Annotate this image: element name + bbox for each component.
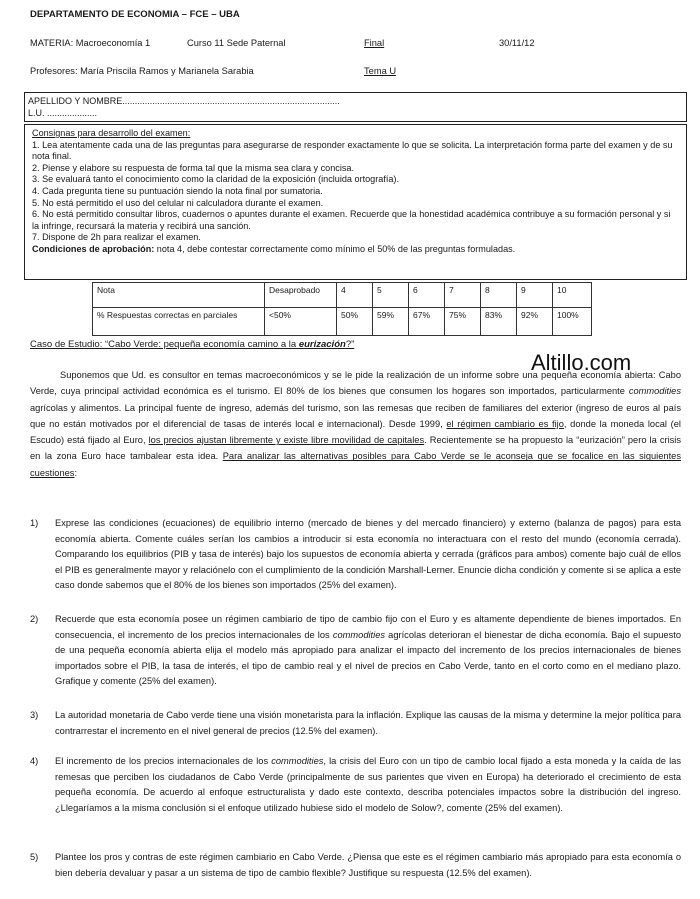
student-info-box [24,92,687,122]
question-3 [30,708,681,739]
intro-text: . Recientemente se ha propuesto la “eurización” pero la crisis en la zona Euro hace tambalear esta idea. [30,435,681,462]
department-heading: DEPARTAMENTO DE ECONOMIA – FCE – UBA [30,9,240,20]
case-intro-paragraph [30,367,681,481]
exam-type-label: Final [364,38,385,48]
table-cell: 7 [445,283,481,308]
intro-text: Para analizar las alternativas posibles para Cabo Verde se le aconseja que se focalice en las siguientes cuestiones [30,451,681,478]
instruction-item: 6. No está permitido consultar libros, cuadernos o apuntes durante el examen. Recuerde que la honestidad académica contribuye a su formación personal y si la infringe, recursará la materia y recibirá una sanción. [32,209,671,231]
approval-text: nota 4, debe contestar correctamente como mínimo el 50% de las preguntas formuladas. [154,243,516,254]
intro-text: Suponemos que Ud. es consultor en temas macroeconómicos y se le pide la realización de un informe sobre una pequeña economía abierta: Cabo Verde, cuya principal actividad económica es el turismo. El 80% de los bienes que consumen los hogares son importados, particularmente [30,370,681,397]
table-cell: 100% [553,308,592,336]
instruction-item: 4. Cada pregunta tiene su puntuación siendo la nota final por sumatoria. [32,185,323,196]
grades-table [92,282,592,336]
case-title-suffix: ?” [345,339,355,350]
approval-label: Condiciones de aprobación: [32,243,155,254]
table-cell: 59% [373,308,409,336]
case-title-italic: eurización [298,339,346,350]
materia-label: MATERIA: Macroeconomía 1 [30,38,151,48]
watermark-logo: Altillo.com [531,350,632,375]
instructions-box [24,124,687,280]
instruction-item: 7. Dispone de 2h para realizar el examen. [32,232,201,243]
instruction-item: 2. Piense y elabore su respuesta de forma tal que la misma sea clara y concisa. [32,162,354,173]
question-text: Exprese las condiciones (ecuaciones) de equilibrio interno (mercado de bienes y del mercado financiero) y externo (balanza de pagos) para esta economía abierta. Comente cuáles serían los cambios a introducir si esta economía no interactuara con el resto del mundo (economía cerrada). Comparando los equilibrios (PIB y tasa de interés) bajo los supuestos de economía abierta y cerrada (gráficos para ambos) comente bajo cuál de ellos el PIB es generalmente mayor y relaciónelo con el cumplimiento de la condición Marshall-Lerner. Enuncie dicha condición y comente si se aplica a este caso donde sabemos que el 80% de los bienes son importados (25% del examen). [55,518,681,591]
question-1 [30,516,681,594]
table-cell: <50% [265,308,337,336]
question-4 [30,754,681,816]
table-cell: 8 [481,283,517,308]
table-cell: 92% [517,308,553,336]
table-cell: 10 [553,283,592,308]
question-text-part: El incremento de los precios internacionales de los [55,756,272,766]
question-text-part: Recuerde que esta economía posee un régimen cambiario de tipo de cambio fijo con el Euro y es altamente dependiente de bienes importados. En consecuencia, el incremento de los precios internacionales de los [55,614,681,640]
curso-label: Curso 11 Sede Paternal [187,38,286,48]
instruction-item: 3. Se evaluará tanto el conocimiento como la claridad de la exposición (incluida ortografía). [32,174,399,185]
question-text [55,612,681,690]
table-cell: % Respuestas correctas en parciales [93,308,265,336]
question-text: La autoridad monetaria de Cabo verde tiene una visión monetarista para la inflación. Explique las causas de la misma y determine la mejor política para contrarrestar el incremento en el nivel general de precios (12.5% del examen). [55,710,681,736]
table-cell: 50% [337,308,373,336]
intro-text: , donde la moneda local (el Escudo) está fijado al Euro, [30,418,681,446]
table-cell: 67% [409,308,445,336]
table-cell: Desaprobado [265,283,337,308]
table-cell: Nota [93,283,265,308]
table-cell: 5 [373,283,409,308]
case-title-prefix: Caso de Estudio: “Cabo Verde: pequeña economía camino a la [30,339,299,350]
student-lu-line: L.U. .................... [28,108,98,118]
intro-text: : [74,467,78,478]
student-name-line: APELLIDO Y NOMBRE....................................................................................... [28,96,340,106]
table-cell: 4 [337,283,373,308]
question-number: 3) [30,710,39,720]
table-row [93,283,592,308]
intro-text: el régimen cambiario es fijo [446,418,564,429]
case-study-title [30,339,354,350]
table-cell: 9 [517,283,553,308]
instruction-item: 1. Lea atentamente cada una de las preguntas para asegurarse de responder exactamente lo que se solicita. La interpretación forma parte del examen y de su nota final. [32,139,673,162]
question-5 [30,850,681,881]
table-cell: 6 [409,283,445,308]
table-row [93,308,592,336]
question-text-part: commodities [271,756,324,766]
professors-label: Profesores: María Priscila Ramos y Marianela Sarabia [30,66,254,76]
intro-text: agrícolas y alimentos. La principal fuente de ingreso, además del turismo, son las remesas que reciben de familiares del exterior (ingreso de euros al país que no están motivados por el diferencial de tasas de interés local e internacional). Desde 1999, [30,402,681,429]
question-text [55,754,681,816]
instruction-item: 5. No está permitido el uso del celular ni calculadora durante el examen. [32,197,324,208]
table-cell: 75% [445,308,481,336]
question-number: 5) [30,852,39,862]
question-text-part: agrícolas deterioran el bienestar de dicha economía. Bajo el supuesto de una pequeña economía abierta elija el modelo más apropiado para analizar el impacto del incremento de los precios internacionales de bienes importados sobre el PIB, la tasa de interés, el tipo de cambio real y el nivel de precios en Cabo Verde, tanto en el corto como en el mediano plazo. Grafique y comente (25% del examen). [55,629,681,687]
intro-text: commodities [628,386,681,397]
approval-conditions [32,244,680,256]
tema-label: Tema U [364,66,397,76]
question-number: 1) [30,518,39,528]
question-text-part: , la crisis del Euro con un tipo de cambio local fijado a esta moneda y la caída de las remesas que perciben los ciudadanos de Cabo Verde (principalmente de sus parientes que viven en Europa) ha deteriorado el crecimiento de esta pequeña economía. De acuerdo al enfoque estructuralista y dado este contexto, describa potenciales impactos sobre la distribución del ingreso. ¿Llegaríamos a la misma conclusión si el enfoque utilizado hubiese sido el modelo de Solow?, comente (25% del examen). [55,756,681,813]
question-text: Plantee los pros y contras de este régimen cambiario en Cabo Verde. ¿Piensa que este es el régimen cambiario más apropiado para esta economía o bien debería devaluar y pasar a un sistema de tipo de cambio flexible? Justifique su respuesta (12.5% del examen). [55,852,681,878]
instructions-title: Consignas para desarrollo del examen: [32,128,191,138]
intro-text: los precios ajustan libremente y existe libre movilidad de capitales [148,435,425,446]
question-2 [30,612,681,690]
question-number: 2) [30,614,39,624]
exam-date: 30/11/12 [499,38,535,48]
question-number: 4) [30,756,39,766]
table-cell: 83% [481,308,517,336]
question-text-part: commodities [332,629,386,640]
